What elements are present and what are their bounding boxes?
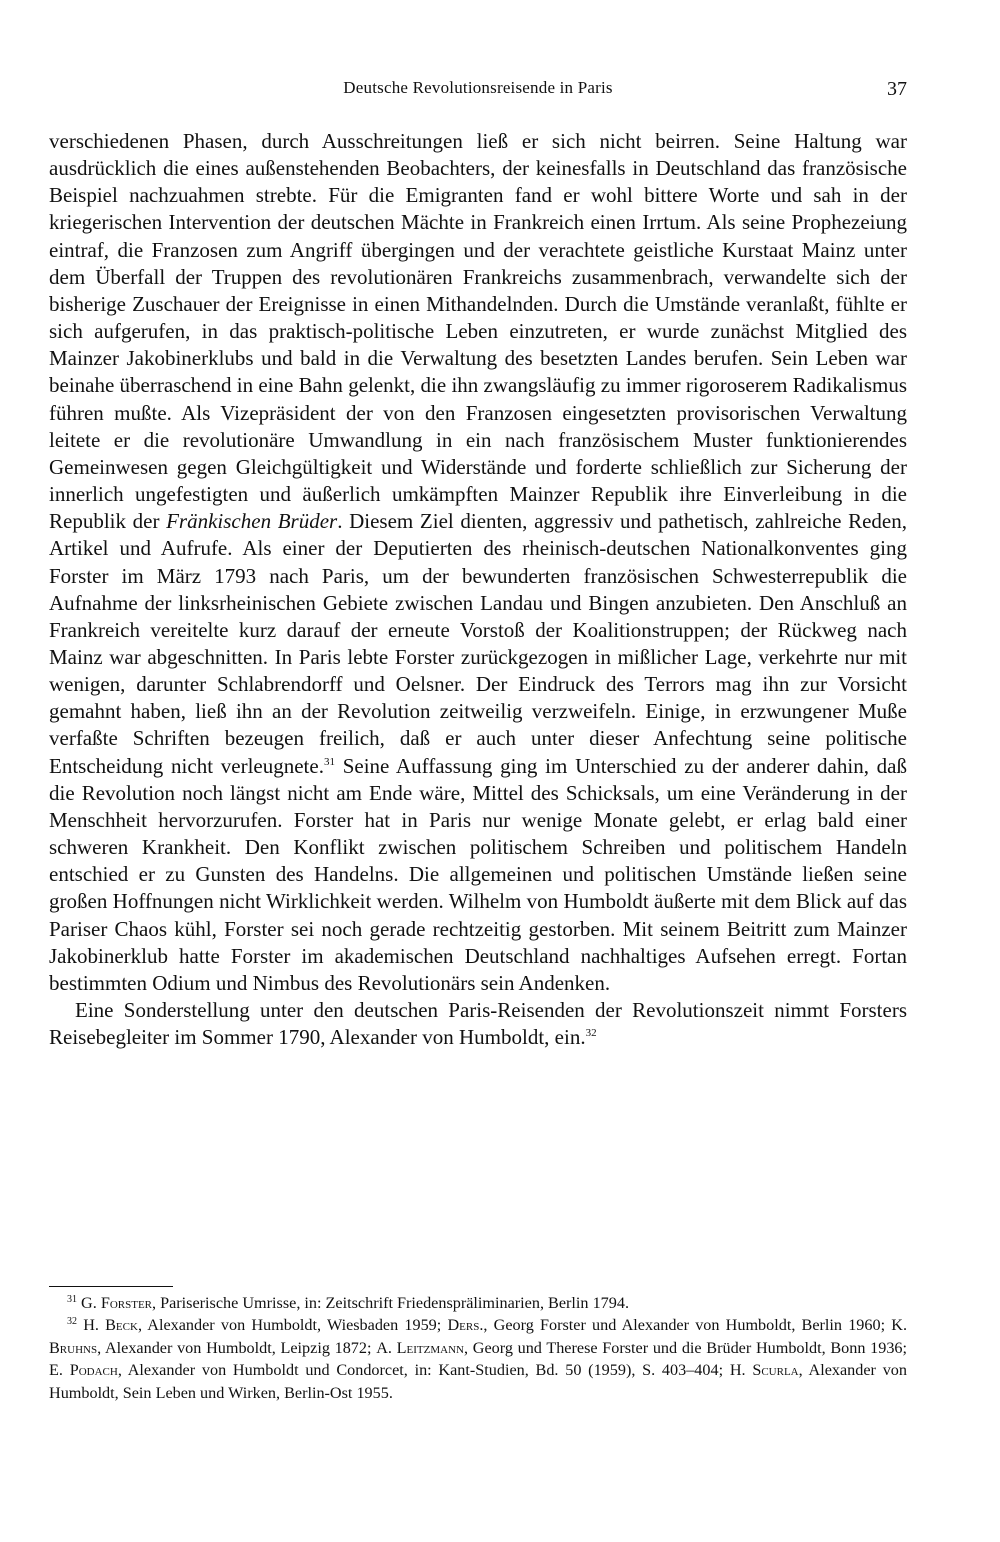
running-head [49, 78, 907, 104]
paragraph-2 [49, 997, 907, 1051]
footnote-author: Ders. [447, 1316, 484, 1335]
page-number: 37 [887, 78, 907, 100]
footnote-author: E. Podach [49, 1361, 118, 1380]
paragraph-1-text-a: verschiedenen Phasen, durch Ausschreitungen ließ er sich nicht beirren. Seine Haltung war ausdrücklich die eines außenstehenden Beobachters, der keinesfalls in Deutschland das französische Beispiel nachzuahmen strebte. Für die Emigranten fand er wohl bittere Worte und sah in der kriegerischen Intervention der deutschen Mächte in Frankreich einen Irrtum. Als seine Prophezeiung eintraf, die Franzosen zum Angriff übergingen und der verachtete geistliche Kurstaat Mainz unter dem Überfall der Truppen des revolutionären Frankreichs zusammenbrach, verwandelte sich der bisherige Zuschauer der Ereignisse in einen Mithandelnden. Durch die Umstände veranlaßt, fühlte er sich aufgerufen, in das praktisch-politische Leben einzutreten, er wurde zunächst Mitglied des Mainzer Jakobinerklubs und bald in die Verwaltung des besetzten Landes berufen. Sein Leben war beinahe überraschend in eine Bahn gelenkt, die ihn zwangsläufig zu immer rigoroserem Radikalismus führen mußte. Als Vizepräsident der von den Franzosen eingesetzten provisorischen Verwaltung leitete er die revolutionäre Umwandlung in ein nach französischem Muster funktionierendes Gemeinwesen gegen Gleichgültigkeit und Widerstände und forderte schließlich zur Sicherung der innerlich ungefestigten und äußerlich umkämpften Mainzer Republik ihre Einverleibung in die Republik der [49, 129, 907, 534]
footnote-text: , Georg und Therese Forster und die Brüder Humboldt, Bonn 1936; [464, 1338, 908, 1357]
paragraph-1 [49, 128, 907, 997]
footnote-32 [49, 1314, 907, 1404]
italic-phrase: Fränkischen Brüder [166, 509, 338, 534]
footnote-number: 31 [67, 1294, 77, 1305]
footnote-ref-32[interactable]: 32 [585, 1027, 597, 1040]
footnote-author: G. Forster [81, 1294, 153, 1312]
footnote-author: A. Leitzmann [376, 1338, 464, 1357]
footnote-author: H. Scurla [729, 1361, 799, 1380]
footnote-text: , Alexander von Humboldt, Leipzig 1872; [97, 1338, 377, 1357]
footnote-number: 32 [67, 1316, 77, 1328]
footnote-text: , Alexander von Humboldt, Sein Leben und Wirken, Berlin-Ost 1955. [49, 1361, 907, 1402]
footnote-text: , Pariserische Umrisse, in: Zeitschrift Friedenspräliminarien, Berlin 1794. [152, 1294, 629, 1312]
footnote-ref-31[interactable]: 31 [323, 755, 335, 768]
paragraph-1-text-c: Seine Auffassung ging im Unterschied zu der anderer dahin, daß die Revolution noch längst nicht am Ende wäre, Mittel des Schicksals, um eine Veränderung in der Menschheit hervorzurufen. Forster hat in Paris nur wenige Monate gelebt, er erlag bald einer schweren Krankheit. Den Konflikt zwischen politischem Schreiben und politischem Handeln entschied er zu Gunsten des Handelns. Die allgemeinen und politischen Umstände ließen seine großen Hoffnungen nicht Wirklichkeit werden. Wilhelm von Humboldt äußerte mit dem Blick auf das Pariser Chaos kühl, Forster sei noch gerade rechtzeitig gestorben. Mit seinem Beitritt zum Mainzer Jakobinerklub hatte Forster im akademischen Deutschland nachhaltiges Aufsehen erregt. Fortan bestimmten Odium und Nimbus des Revolutionärs sein Andenken. [49, 753, 907, 995]
footnote-31 [49, 1292, 907, 1314]
footnote-text: , Alexander von Humboldt, Wiesbaden 1959; [137, 1316, 448, 1335]
footnote-author: K. Bruhns [49, 1316, 908, 1357]
footnote-author: H. Beck [83, 1316, 138, 1335]
footnote-text: , Georg Forster und Alexander von Humboldt, Berlin 1960; [483, 1316, 892, 1335]
running-title: Deutsche Revolutionsreisende in Paris [343, 78, 613, 97]
footnote-text: , Alexander von Humboldt und Condorcet, in: Kant-Studien, Bd. 50 (1959), S. 403–404; [117, 1361, 730, 1380]
paragraph-1-text-b: . Diesem Ziel dienten, aggressiv und pathetisch, zahlreiche Reden, Artikel und Aufrufe. Als einer der Deputierten des rheinisch-deutschen Nationalkonventes ging Forster im März 1793 nach Paris, um der bewunderten französischen Schwesterrepublik die Aufnahme der linksrheinischen Gebiete zwischen Landau und Bingen anzubieten. Den Anschluß an Frankreich vereitelte kurz darauf der erneute Vorstoß der Koalitionstruppen; der Rückweg nach Mainz war abgeschnitten. In Paris lebte Forster zurückgezogen in mißlicher Lage, verkehrte nur mit wenigen, darunter Schlabrendorff und Oelsner. Der Eindruck des Terrors mag ihn zur Vorsicht gemahnt haben, ließ ihn an der Revolution zeitweilig verzweifeln. Einige, in erzwungener Muße verfaßte Schriften bezeugen freilich, daß er auch unter dieser Anfechtung seine politische Entscheidung nicht verleugnete. [49, 509, 907, 778]
paragraph-2-text: Eine Sonderstellung unter den deutschen Paris-Reisenden der Revolutionszeit nimmt Forsters Reisebegleiter im Sommer 1790, Alexander von Humboldt, ein. [49, 998, 907, 1050]
footnote-divider [49, 1286, 173, 1287]
footnotes [49, 1292, 907, 1404]
body-text [49, 128, 907, 1051]
